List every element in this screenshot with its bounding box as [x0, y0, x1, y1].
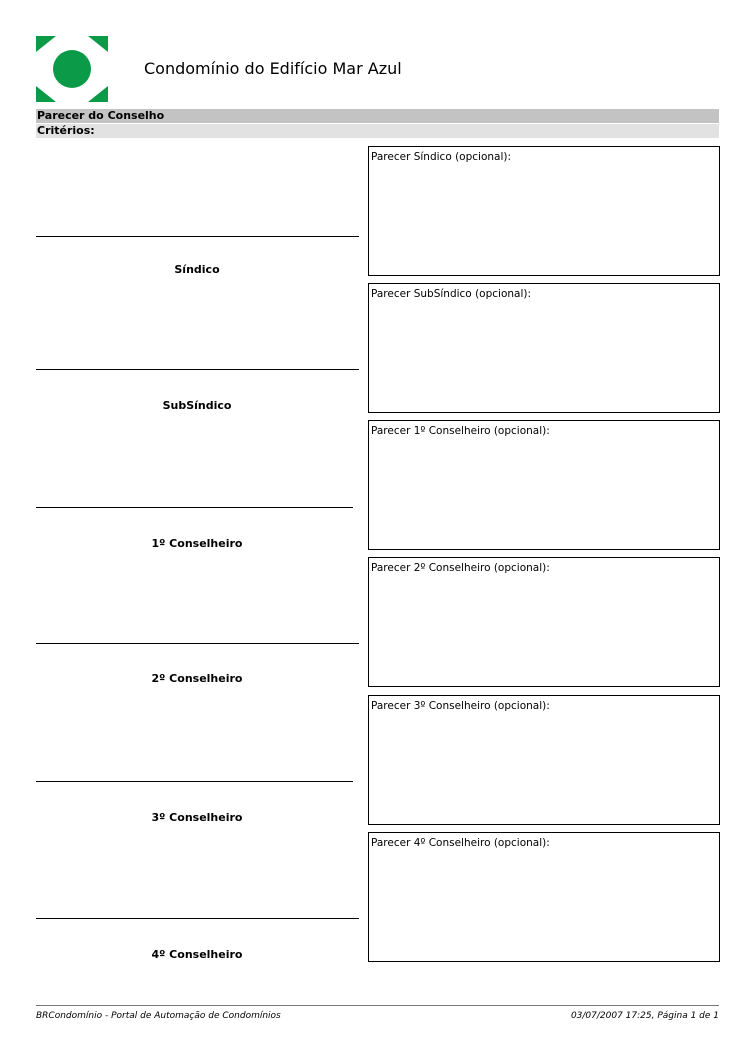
opinion-box-conselheiro-2[interactable] [368, 557, 720, 687]
section-criterios-header: Critérios: [36, 124, 719, 138]
signature-label-sindico: Síndico [174, 263, 220, 276]
signature-line-conselheiro-4 [36, 918, 359, 919]
opinion-box-conselheiro-3[interactable] [368, 695, 720, 825]
opinion-box-label: Parecer Síndico (opcional): [371, 151, 512, 163]
signature-label-conselheiro-4: 4º Conselheiro [151, 948, 243, 961]
signature-label-conselheiro-1: 1º Conselheiro [151, 537, 243, 550]
signature-line-conselheiro-3 [36, 781, 353, 782]
signature-line-conselheiro-1 [36, 507, 353, 508]
signature-line-conselheiro-2 [36, 643, 359, 644]
signature-label-subsindico: SubSíndico [162, 399, 232, 412]
section-parecer-header: Parecer do Conselho [36, 109, 719, 123]
signature-label-conselheiro-2: 2º Conselheiro [151, 672, 243, 685]
signature-label-conselheiro-3: 3º Conselheiro [151, 811, 243, 824]
footer-date-page: 03/07/2007 17:25, Página 1 de 1 [570, 1011, 719, 1021]
opinion-box-label: Parecer 1º Conselheiro (opcional): [371, 425, 550, 437]
opinion-box-label: Parecer 3º Conselheiro (opcional): [371, 700, 550, 712]
footer-divider [36, 1005, 719, 1006]
opinion-box-conselheiro-4[interactable] [368, 832, 720, 962]
opinion-box-label: Parecer 4º Conselheiro (opcional): [371, 837, 550, 849]
page-title: Condomínio do Edifício Mar Azul [144, 59, 402, 78]
signature-line-sindico [36, 236, 359, 237]
opinion-box-conselheiro-1[interactable] [368, 420, 720, 550]
signature-line-subsindico [36, 369, 359, 370]
opinion-box-subsindico[interactable] [368, 283, 720, 413]
condominio-logo [36, 36, 108, 102]
opinion-box-label: Parecer 2º Conselheiro (opcional): [371, 562, 550, 574]
opinion-box-sindico[interactable] [368, 146, 720, 276]
opinion-box-label: Parecer SubSíndico (opcional): [371, 288, 532, 300]
footer-portal-text: BRCondomínio - Portal de Automação de Condomínios [36, 1011, 281, 1021]
